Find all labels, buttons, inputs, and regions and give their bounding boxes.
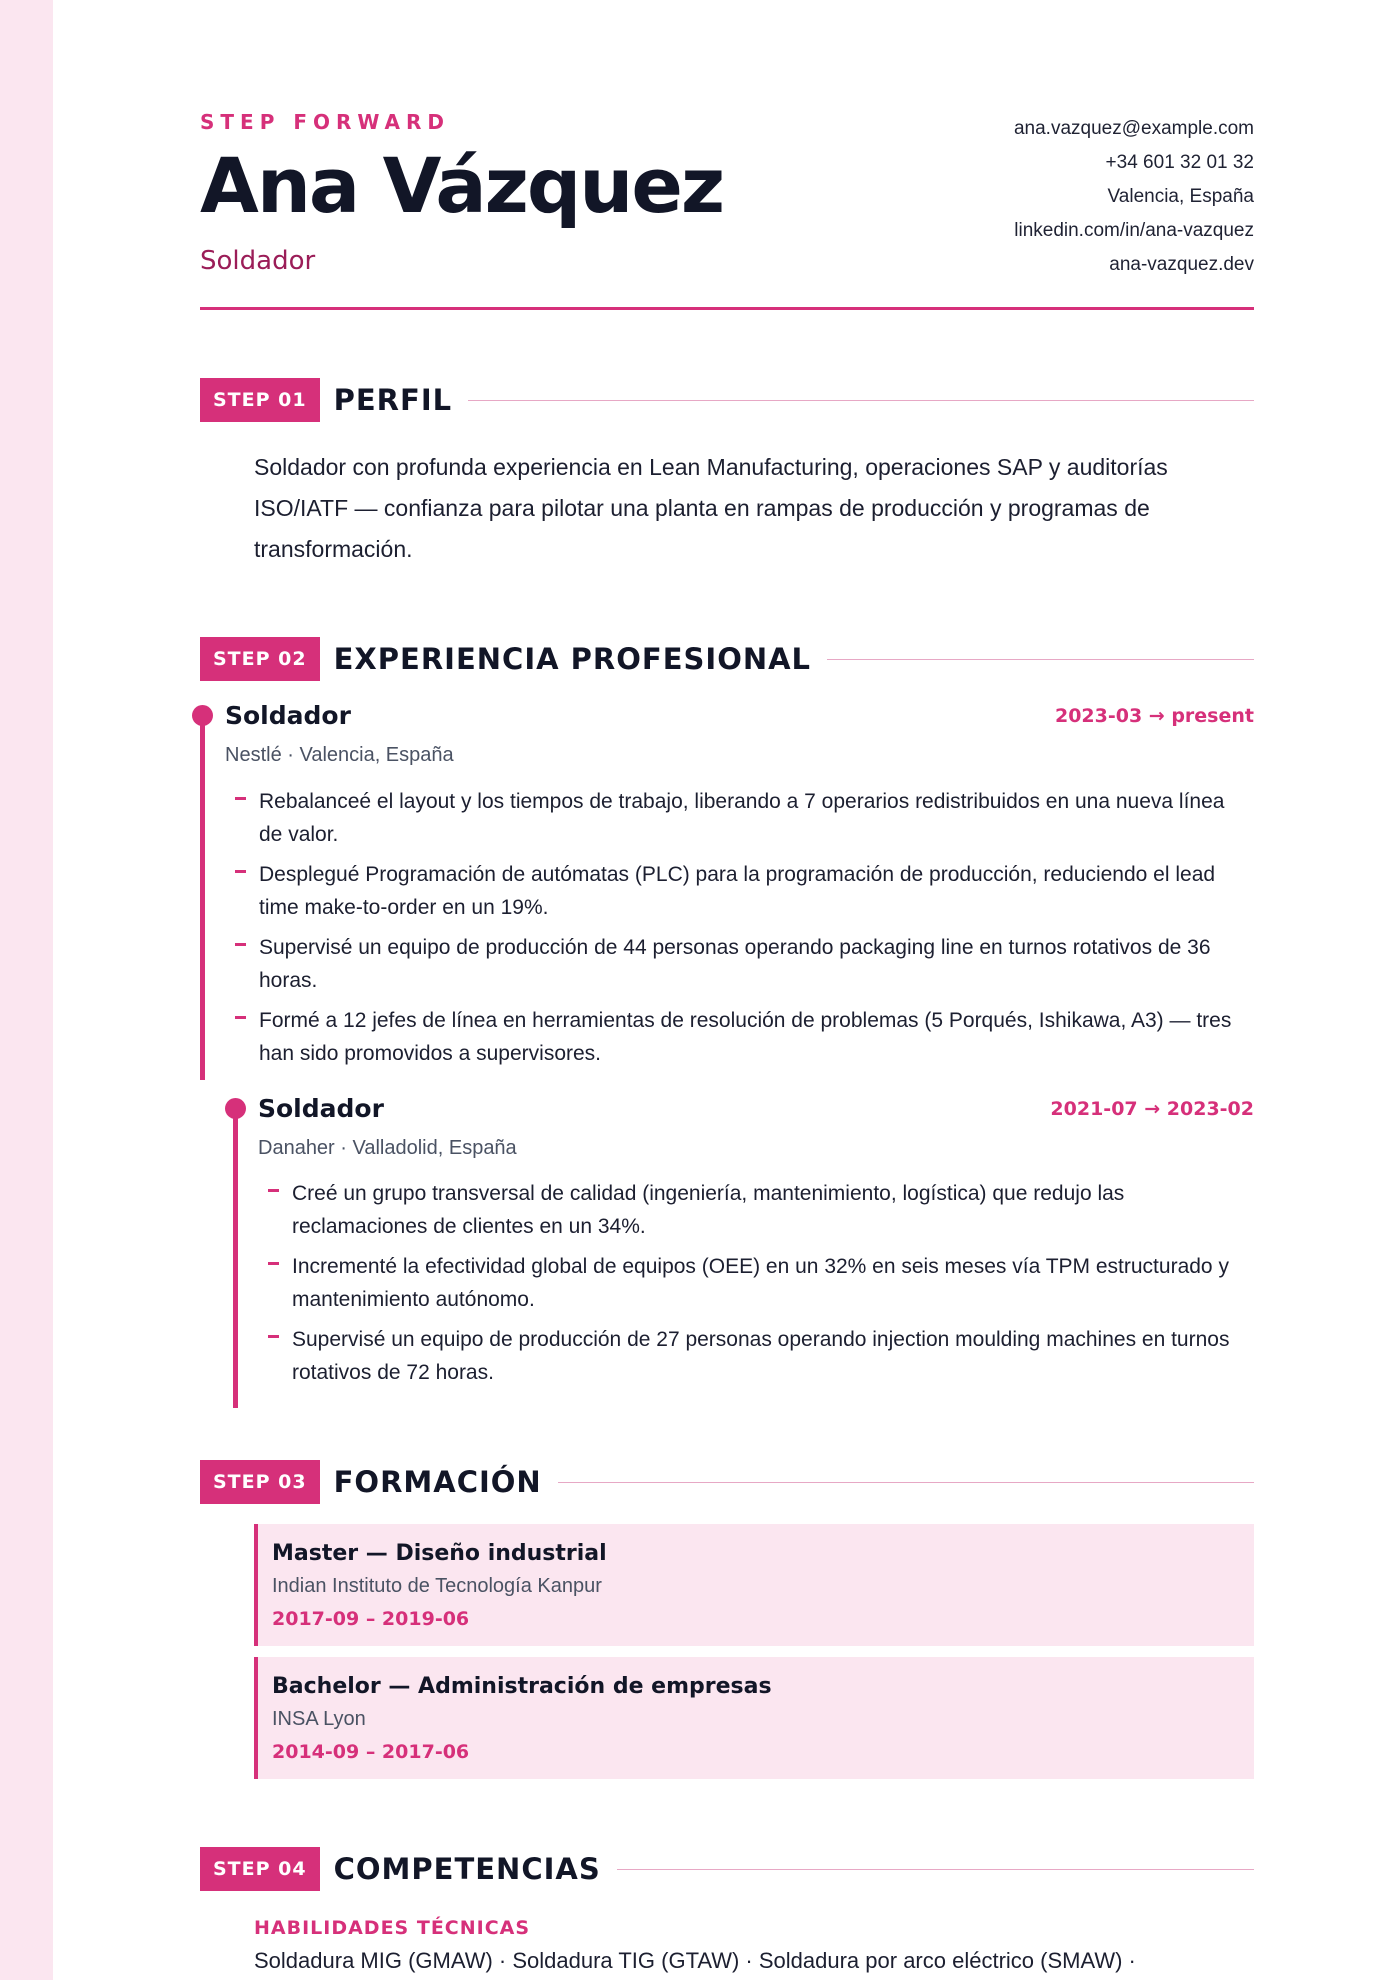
header-divider — [200, 307, 1254, 310]
step-badge: STEP 02 — [200, 637, 320, 681]
contact-phone: +34 601 32 01 32 — [1105, 152, 1254, 173]
contact-linkedin[interactable]: linkedin.com/in/ana-vazquez — [1014, 220, 1254, 241]
section-divider — [827, 659, 1254, 660]
section-divider — [617, 1869, 1254, 1870]
profile-summary: Soldador con profunda experiencia en Lean Manufacturing, operaciones SAP y auditorías ISO/IATF — confianza para pilotar una planta en rampas de producción y programas de transformación. — [254, 454, 1168, 562]
education-school: INSA Lyon — [272, 1708, 366, 1730]
list-item: Rebalanceé el layout y los tiempos de trabajo, liberando a 7 operarios redistribuidos en una nueva línea de valor. — [259, 785, 1234, 851]
step-badge: STEP 01 — [200, 378, 320, 422]
section-experience-header — [200, 637, 1254, 681]
job-dates: 2021-07 → 2023-02 — [1050, 1098, 1254, 1120]
resume-page — [200, 0, 1254, 1980]
list-item: Creé un grupo transversal de calidad (ingeniería, mantenimiento, logística) que redujo las reclamaciones de clientes en un 34%. — [292, 1177, 1232, 1243]
list-item: Supervisé un equipo de producción de 27 personas operando injection moulding machines en turnos rotativos de 72 horas. — [292, 1323, 1232, 1389]
step-badge: STEP 03 — [200, 1460, 320, 1504]
education-dates: 2014-09 – 2017-06 — [272, 1741, 470, 1763]
education-dates: 2017-09 – 2019-06 — [272, 1608, 470, 1630]
skills-list: Soldadura MIG (GMAW) · Soldadura TIG (GTAW) · Soldadura por arco eléctrico (SMAW) · — [254, 1948, 1136, 1973]
header-kicker: STEP FORWARD — [200, 110, 451, 134]
education-entry — [254, 1524, 1254, 1646]
job-company: Nestlé · Valencia, España — [225, 744, 454, 766]
section-title: COMPETENCIAS — [333, 1852, 601, 1886]
experience-entry — [235, 1094, 1254, 1398]
contact-website[interactable]: ana-vazquez.dev — [1109, 254, 1254, 275]
timeline-bar — [200, 721, 205, 1080]
list-item: Supervisé un equipo de producción de 44 personas operando packaging line en turnos rotativos de 36 horas. — [259, 931, 1234, 997]
section-divider — [468, 400, 1254, 401]
section-profile-header — [200, 378, 1254, 422]
section-title: PERFIL — [333, 383, 453, 417]
skills-label: HABILIDADES TÉCNICAS — [254, 1917, 531, 1939]
timeline-dot — [192, 705, 213, 726]
job-title: Soldador — [258, 1094, 384, 1123]
section-title: EXPERIENCIA PROFESIONAL — [333, 642, 812, 676]
contact-email[interactable]: ana.vazquez@example.com — [1013, 118, 1254, 139]
timeline-bar — [233, 1114, 238, 1408]
education-school: Indian Instituto de Tecnología Kanpur — [272, 1575, 602, 1597]
list-item: Incrementé la efectividad global de equipos (OEE) en un 32% en seis meses vía TPM estructurado y mantenimiento autónomo. — [292, 1250, 1232, 1316]
contact-block — [1014, 117, 1254, 287]
job-company: Danaher · Valladolid, España — [258, 1137, 517, 1159]
job-bullets — [259, 785, 1234, 1077]
section-education-header — [200, 1460, 1254, 1504]
section-skills-header — [200, 1847, 1254, 1891]
contact-location: Valencia, España — [1107, 186, 1254, 207]
step-badge: STEP 04 — [200, 1847, 320, 1891]
education-degree: Master — Diseño industrial — [272, 1541, 607, 1566]
section-divider — [558, 1482, 1254, 1483]
job-title: Soldador — [225, 701, 351, 730]
education-entry — [254, 1657, 1254, 1779]
timeline-dot — [225, 1098, 246, 1119]
job-bullets — [292, 1177, 1232, 1396]
experience-entry — [202, 701, 1254, 1080]
job-dates: 2023-03 → present — [1054, 705, 1254, 727]
education-degree: Bachelor — Administración de empresas — [272, 1674, 772, 1699]
list-item: Formé a 12 jefes de línea en herramientas de resolución de problemas (5 Porqués, Ishikawa, A3) — tres han sido promovidos a supervisores. — [259, 1004, 1234, 1070]
candidate-name: Ana Vázquez — [200, 141, 724, 230]
section-title: FORMACIÓN — [333, 1465, 542, 1499]
list-item: Desplegué Programación de autómatas (PLC) para la programación de producción, reduciendo el lead time make-to-order en un 19%. — [259, 858, 1234, 924]
candidate-role: Soldador — [200, 246, 316, 276]
side-accent-strip — [0, 0, 53, 1980]
